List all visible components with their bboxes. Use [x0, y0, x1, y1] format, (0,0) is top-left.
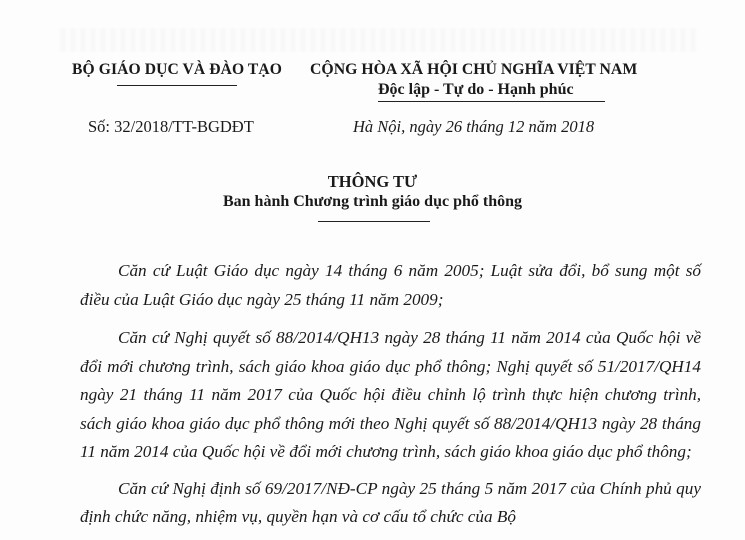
subject-underline: [318, 221, 430, 222]
place-and-date: Hà Nội, ngày 26 tháng 12 năm 2018: [353, 117, 595, 136]
document-type-title: THÔNG TƯ: [327, 172, 418, 191]
legal-basis-paragraph: Căn cứ Nghị định số 69/2017/NĐ-CP ngày 25 tháng 5 năm 2017 của Chính phủ quy định chức năng, nhiệm vụ, quyền hạn và cơ cấu tổ chức của Bộ: [80, 478, 701, 526]
ministry-name: BỘ GIÁO DỤC VÀ ĐÀO TẠO: [72, 61, 282, 78]
motto-underline: [378, 101, 605, 102]
document-number: Số: 32/2018/TT-BGDĐT: [88, 117, 254, 136]
ministry-underline: [117, 85, 237, 86]
legal-basis-paragraph: Căn cứ Nghị quyết số 88/2014/QH13 ngày 28 tháng 11 năm 2014 của Quốc hội về đổi mới chương trình, sách giáo khoa giáo dục phổ thông; Nghị quyết số 51/2017/QH14 ngày 21 tháng 11 năm 2017 của Quốc hội điều chỉnh lộ trình thực hiện chương trình, sách giáo khoa giáo dục phổ thông mới theo Nghị quyết số 88/2014/QH13 ngày 28 tháng 11 năm 2014 của Quốc hội về đổi mới chương trình, sách giáo khoa giáo dục phổ thông;: [80, 328, 701, 461]
document-subject: Ban hành Chương trình giáo dục phổ thông: [222, 193, 522, 210]
legal-basis-paragraph: Căn cứ Luật Giáo dục ngày 14 tháng 6 năm 2005; Luật sửa đổi, bổ sung một số điều của Luật Giáo dục ngày 25 tháng 11 năm 2009;: [80, 261, 701, 309]
document-body: [80, 257, 701, 540]
national-title: CỘNG HÒA XÃ HỘI CHỦ NGHĨA VIỆT NAM: [310, 61, 638, 78]
scan-show-through: [60, 28, 700, 52]
national-motto: Độc lập - Tự do - Hạnh phúc: [378, 81, 574, 98]
